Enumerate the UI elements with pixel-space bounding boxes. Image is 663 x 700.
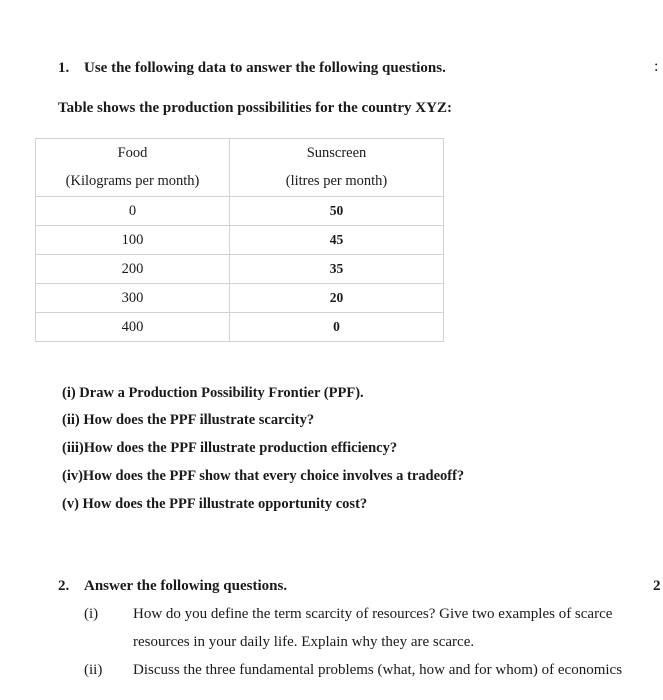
question-2-item-text: How do you define the term scarcity of resources? Give two examples of scarce	[133, 606, 613, 622]
table-caption: Table shows the production possibilities for the country XYZ:	[58, 100, 452, 116]
question-2-marks: 2	[653, 578, 661, 594]
question-2-heading	[58, 578, 287, 595]
table-header-row-1	[36, 139, 444, 168]
question-1-heading	[58, 60, 446, 77]
table-row	[36, 197, 444, 226]
table-row	[36, 255, 444, 284]
question-2-item-label: (i)	[84, 606, 99, 622]
subquestion-v: (v) How does the PPF illustrate opportunity cost?	[62, 496, 368, 512]
sunscreen-cell: 35	[230, 255, 444, 284]
food-cell: 100	[36, 226, 230, 255]
table-row	[36, 313, 444, 342]
food-cell: 400	[36, 313, 230, 342]
sunscreen-cell: 20	[230, 284, 444, 313]
question-2-text: Answer the following questions.	[84, 578, 288, 594]
food-cell: 0	[36, 197, 230, 226]
sunscreen-cell: 50	[230, 197, 444, 226]
header-food: Food	[36, 139, 230, 168]
table-header-row-2	[36, 167, 444, 197]
sunscreen-cell: 45	[230, 226, 444, 255]
question-2-item-label: (ii)	[84, 662, 103, 678]
header-food-unit: (Kilograms per month)	[36, 167, 230, 197]
question-1-number: 1.	[58, 60, 70, 76]
question-1-text: Use the following data to answer the following questions.	[84, 60, 446, 76]
subquestion-iii: (iii)How does the PPF illustrate production efficiency?	[62, 440, 398, 456]
subquestion-i: (i) Draw a Production Possibility Frontier (PPF).	[62, 385, 364, 401]
subquestion-ii: (ii) How does the PPF illustrate scarcity?	[62, 412, 315, 428]
edge-mark: :	[654, 58, 659, 75]
production-possibilities-table	[35, 138, 444, 342]
subquestion-iv: (iv)How does the PPF show that every choice involves a tradeoff?	[62, 468, 465, 484]
sunscreen-cell: 0	[230, 313, 444, 342]
question-2-item-text: Discuss the three fundamental problems (what, how and for whom) of economics	[133, 662, 623, 678]
question-2-number: 2.	[58, 578, 70, 594]
food-cell: 200	[36, 255, 230, 284]
food-cell: 300	[36, 284, 230, 313]
table-row	[36, 226, 444, 255]
table-row	[36, 284, 444, 313]
header-sunscreen: Sunscreen	[230, 139, 444, 168]
question-2-item-text-continued: resources in your daily life. Explain why they are scarce.	[133, 634, 475, 650]
header-sunscreen-unit: (litres per month)	[230, 167, 444, 197]
